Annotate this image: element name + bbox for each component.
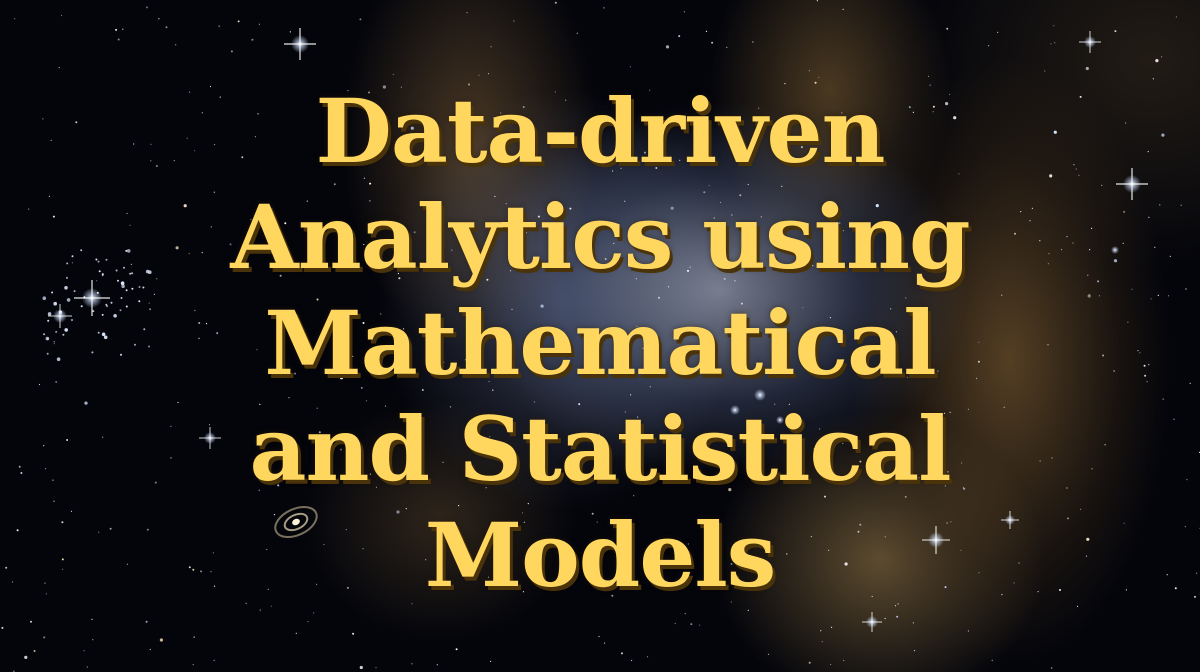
star: [1054, 42, 1055, 43]
star: [146, 621, 148, 623]
star: [24, 656, 27, 659]
star: [488, 73, 489, 74]
star: [913, 622, 914, 623]
star: [843, 9, 844, 10]
star: [726, 47, 727, 48]
star: [1155, 59, 1158, 62]
star: [513, 20, 514, 21]
star: [34, 650, 36, 652]
star: [685, 613, 686, 614]
star: [166, 26, 168, 28]
star: [896, 616, 898, 618]
star: [290, 31, 291, 32]
star: [238, 20, 240, 22]
star: [160, 638, 163, 641]
star: [666, 45, 669, 48]
star: [711, 42, 713, 44]
star: [118, 39, 120, 41]
star: [175, 44, 176, 45]
star: [84, 650, 85, 651]
star: [61, 15, 62, 16]
star: [1050, 43, 1051, 44]
title-line-1: Data-driven: [315, 79, 885, 183]
star: [437, 664, 438, 665]
star: [684, 11, 685, 12]
star: [313, 612, 314, 613]
star: [988, 45, 989, 46]
star: [1161, 56, 1162, 57]
star: [1044, 70, 1045, 71]
star: [478, 75, 479, 76]
star: [194, 637, 195, 638]
star: [748, 610, 749, 611]
star: [831, 627, 832, 628]
star: [490, 46, 491, 47]
star: [214, 660, 215, 661]
star: [251, 39, 253, 41]
star: [150, 649, 151, 650]
star: [231, 50, 233, 52]
star: [193, 664, 194, 665]
star: [296, 633, 297, 634]
star: [992, 660, 993, 661]
star: [467, 12, 468, 13]
star: [621, 652, 623, 654]
star: [308, 621, 309, 622]
star: [91, 619, 92, 620]
star: [699, 625, 700, 626]
star: [946, 28, 948, 30]
star: [1176, 16, 1177, 17]
star: [1086, 67, 1089, 70]
star: [1, 627, 3, 629]
star: [92, 639, 93, 640]
star: [604, 643, 605, 644]
star: [260, 610, 261, 611]
star: [115, 29, 117, 31]
banner-title: [0, 78, 1200, 608]
star: [1051, 667, 1052, 668]
star: [30, 621, 32, 623]
star: [885, 618, 886, 619]
star: [706, 31, 707, 32]
star: [914, 650, 915, 651]
star: [647, 656, 648, 657]
star: [411, 663, 412, 664]
star: [690, 623, 692, 625]
star: [830, 664, 831, 665]
star: [631, 660, 632, 661]
star: [375, 667, 376, 668]
title-line-4: and Statistical: [249, 397, 951, 501]
star: [577, 33, 578, 34]
title-line-5: Models: [424, 503, 776, 607]
star: [678, 35, 680, 37]
star: [59, 67, 60, 68]
star: [928, 76, 929, 77]
star: [122, 29, 123, 30]
star: [752, 41, 753, 42]
star: [598, 636, 599, 637]
star: [1053, 25, 1054, 26]
star: [809, 70, 810, 71]
star: [1114, 30, 1116, 32]
star: [555, 2, 557, 4]
star: [820, 630, 821, 631]
star: [997, 32, 998, 33]
star: [630, 66, 631, 67]
star: [352, 633, 354, 635]
star: [146, 6, 148, 8]
star: [360, 666, 363, 669]
star: [843, 660, 844, 661]
star: [158, 18, 159, 19]
star: [768, 654, 769, 655]
star: [87, 666, 88, 667]
star: [259, 24, 260, 25]
title-line-2: Analytics using: [230, 185, 970, 289]
star: [359, 18, 361, 20]
star: [822, 641, 823, 642]
star: [817, 0, 818, 1]
star: [809, 662, 811, 664]
title-line-3: Mathematical: [264, 291, 936, 395]
star: [393, 74, 394, 75]
star: [968, 630, 969, 631]
star: [456, 648, 458, 650]
star: [490, 661, 491, 662]
star: [603, 7, 604, 8]
star: [219, 26, 220, 27]
star: [14, 18, 15, 19]
star: [43, 636, 45, 638]
star: [675, 623, 676, 624]
